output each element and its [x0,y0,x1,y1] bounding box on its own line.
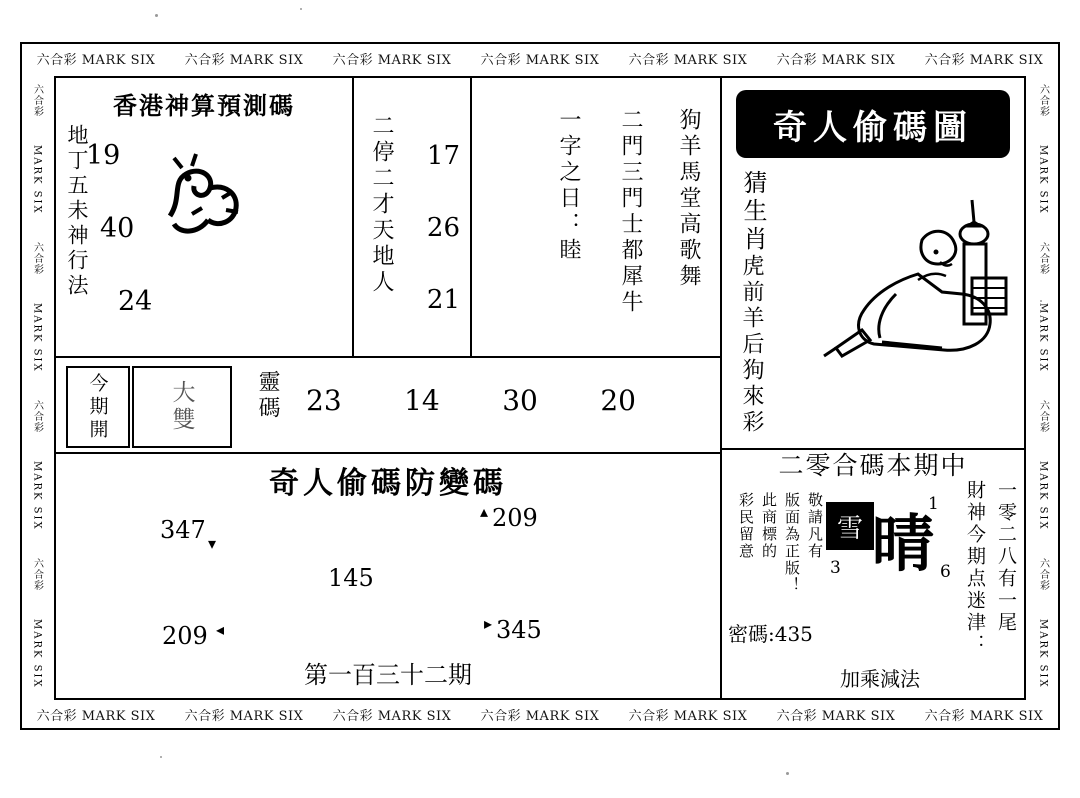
illustration-panel [722,78,1024,450]
big-double-label: 大雙 [168,380,195,434]
band-item: MARK SIX [1037,302,1049,373]
band-item: MARK SIX [31,618,43,689]
band-item: 六合彩 MARK SIX [776,52,896,68]
right-marksix-band [1030,70,1056,702]
secret-code: 密碼:435 [728,622,813,646]
notice-col: 此商標的 [760,492,778,560]
band-item: 六合彩 MARK SIX [36,708,156,724]
riddle-panel [472,78,722,358]
arrow-icon: ▾ [208,534,217,553]
verse-number-panel [354,78,472,358]
band-item: MARK SIX [31,302,43,373]
top-marksix-band [22,46,1058,70]
corner-number-top-right: 1 [928,494,939,514]
band-item: 六合彩 MARK SIX [184,708,304,724]
stamp-icon: 雪 [826,502,874,550]
lucky-number: 30 [502,384,538,417]
open-result-row [56,358,722,454]
band-item: MARK SIX [31,144,43,215]
left-marksix-band [24,70,50,702]
band-item: 六合彩 MARK SIX [332,708,452,724]
band-item: 六合彩 MARK SIX [776,708,896,724]
verse-phrase: 二停二才天地人 [369,114,394,296]
lucky-number: 23 [306,384,342,417]
featured-character: 晴 [872,507,935,580]
big-double-box [132,366,232,448]
predicted-number: 40 [100,213,135,244]
content-frame [54,76,1026,700]
scholar-illustration [822,182,1018,382]
side-verse: 地丁五未神行法 [65,124,89,299]
arrow-icon: ▸ [484,614,493,633]
brand-banner: 奇人偷碼圖 [736,90,1010,158]
prediction-panel [56,78,354,358]
band-item: MARK SIX [1037,144,1049,215]
hit-panel [722,450,1024,698]
current-issue-box [66,366,130,448]
band-item: 六合彩 MARK SIX [480,52,600,68]
riddle-col-right: 狗羊馬堂高歌舞 [676,108,701,290]
code-value: 345 [496,616,542,644]
arrow-icon: ▴ [480,502,489,521]
corner-number-bottom-right: 6 [940,562,951,582]
predicted-number: 24 [118,286,153,317]
verse-number: 17 [426,141,460,171]
lucky-number: 14 [404,384,440,417]
verse-number: 21 [426,285,460,315]
riddle-col-mid: 二門三門士都犀牛 [618,108,643,316]
band-item: 六合彩 MARK SIX [628,52,748,68]
code-value: 145 [328,564,374,592]
ling-code-label: 靈碼 [255,370,280,422]
current-issue-label: 今期開 [86,372,109,442]
band-item: MARK SIX [1037,618,1049,689]
band-item: 六合彩 [31,399,43,433]
band-item: 六合彩 [31,241,43,275]
band-item: 六合彩 MARK SIX [628,708,748,724]
band-item: 六合彩 MARK SIX [184,52,304,68]
band-item: 六合彩 MARK SIX [924,52,1044,68]
band-item: 六合彩 MARK SIX [332,52,452,68]
arrow-icon: ◂ [216,620,225,639]
code-value: 209 [162,622,208,650]
band-item: MARK SIX [31,460,43,531]
lucky-number-list [306,384,636,417]
issue-number: 第一百三十二期 [304,661,472,689]
notice-col: 版面為正版！ [783,492,801,594]
hit-line: 二零合碼本期中 [778,451,968,480]
band-item: 六合彩 MARK SIX [480,708,600,724]
section-headline: 奇人偷碼防變碼 [269,466,507,501]
notice-block [722,492,826,602]
notice-col: 彩民留意 [737,492,755,560]
band-item: 六合彩 [1037,83,1049,117]
band-item: 六合彩 [31,557,43,591]
band-item: 六合彩 [1037,399,1049,433]
code-value: 347 [160,516,206,544]
code-value: 209 [492,504,538,532]
bottom-marksix-band [22,702,1058,726]
fortune-column [962,480,1020,656]
band-item: MARK SIX [1037,460,1049,531]
band-item: 六合彩 MARK SIX [924,708,1044,724]
anti-change-panel [56,454,722,698]
guess-label: 猜生肖 [739,170,767,254]
band-item: 六合彩 [1037,241,1049,275]
fortune-line-1: 財神今期点迷津： [964,480,986,656]
band-item: 六合彩 [1037,557,1049,591]
page-title: 香港神算預測碼 [113,91,295,120]
method-label: 加乘減法 [840,667,920,691]
guess-subtitle: 虎前羊后狗來彩 [739,254,764,436]
lucky-number: 20 [600,384,636,417]
printed-sheet [20,42,1060,730]
corner-number-bottom-left: 3 [830,558,841,578]
verse-number: 26 [426,213,460,243]
fortune-line-2: 一零二八有一尾 [995,480,1017,634]
riddle-col-left: 一字之日：睦 [556,108,581,264]
verse-numbers [427,120,460,336]
band-item: 六合彩 [31,83,43,117]
predicted-number: 19 [86,140,121,171]
notice-col: 敬請凡有 [806,492,824,560]
band-item: 六合彩 MARK SIX [36,52,156,68]
dragon-icon [152,138,262,268]
